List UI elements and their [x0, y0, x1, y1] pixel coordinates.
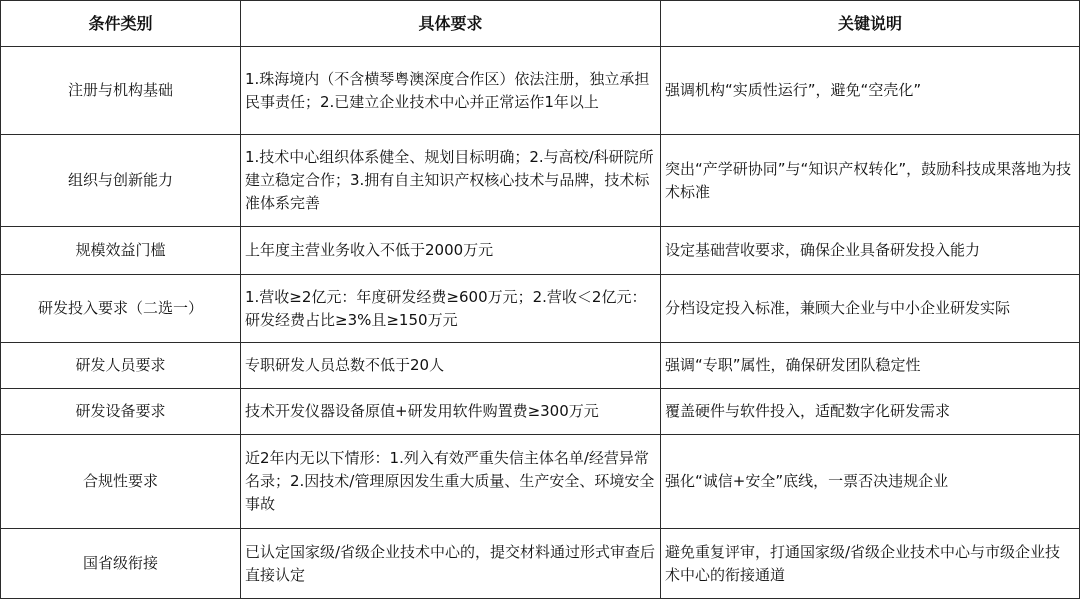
- table-row: [1, 529, 1080, 599]
- requirement-cell: 已认定国家级/省级企业技术中心的，提交材料通过形式审查后直接认定: [241, 529, 661, 599]
- note-cell: 强化“诚信+安全”底线，一票否决违规企业: [661, 435, 1080, 529]
- table-row: [1, 227, 1080, 275]
- note-cell: 突出“产学研协同”与“知识产权转化”，鼓励科技成果落地为技术标准: [661, 135, 1080, 227]
- category-cell: 研发设备要求: [1, 389, 241, 435]
- requirement-cell: 专职研发人员总数不低于20人: [241, 343, 661, 389]
- table-row: [1, 389, 1080, 435]
- requirement-cell: 上年度主营业务收入不低于2000万元: [241, 227, 661, 275]
- category-cell: 合规性要求: [1, 435, 241, 529]
- category-cell: 研发投入要求（二选一）: [1, 275, 241, 343]
- category-cell: 国省级衔接: [1, 529, 241, 599]
- category-cell: 研发人员要求: [1, 343, 241, 389]
- category-cell: 组织与创新能力: [1, 135, 241, 227]
- note-cell: 设定基础营收要求，确保企业具备研发投入能力: [661, 227, 1080, 275]
- requirement-cell: 1.营收≥2亿元：年度研发经费≥600万元；2.营收＜2亿元：研发经费占比≥3%且≥150万元: [241, 275, 661, 343]
- header-note: 关键说明: [661, 1, 1080, 47]
- table-row: [1, 343, 1080, 389]
- table-row: [1, 47, 1080, 135]
- note-cell: 避免重复评审，打通国家级/省级企业技术中心与市级企业技术中心的衔接通道: [661, 529, 1080, 599]
- note-cell: 强调机构“实质性运行”，避免“空壳化”: [661, 47, 1080, 135]
- table-row: [1, 135, 1080, 227]
- requirement-cell: 技术开发仪器设备原值+研发用软件购置费≥300万元: [241, 389, 661, 435]
- note-cell: 覆盖硬件与软件投入，适配数字化研发需求: [661, 389, 1080, 435]
- header-requirement: 具体要求: [241, 1, 661, 47]
- category-cell: 注册与机构基础: [1, 47, 241, 135]
- header-category: 条件类别: [1, 1, 241, 47]
- table-row: [1, 275, 1080, 343]
- table-row: [1, 435, 1080, 529]
- category-cell: 规模效益门槛: [1, 227, 241, 275]
- requirement-cell: 近2年内无以下情形：1.列入有效严重失信主体名单/经营异常名录；2.因技术/管理原因发生重大质量、生产安全、环境安全事故: [241, 435, 661, 529]
- requirement-cell: 1.技术中心组织体系健全、规划目标明确；2.与高校/科研院所建立稳定合作；3.拥有自主知识产权核心技术与品牌，技术标准体系完善: [241, 135, 661, 227]
- table-header-row: [1, 1, 1080, 47]
- note-cell: 强调“专职”属性，确保研发团队稳定性: [661, 343, 1080, 389]
- requirement-cell: 1.珠海境内（不含横琴粤澳深度合作区）依法注册，独立承担民事责任；2.已建立企业技术中心并正常运作1年以上: [241, 47, 661, 135]
- note-cell: 分档设定投入标准，兼顾大企业与中小企业研发实际: [661, 275, 1080, 343]
